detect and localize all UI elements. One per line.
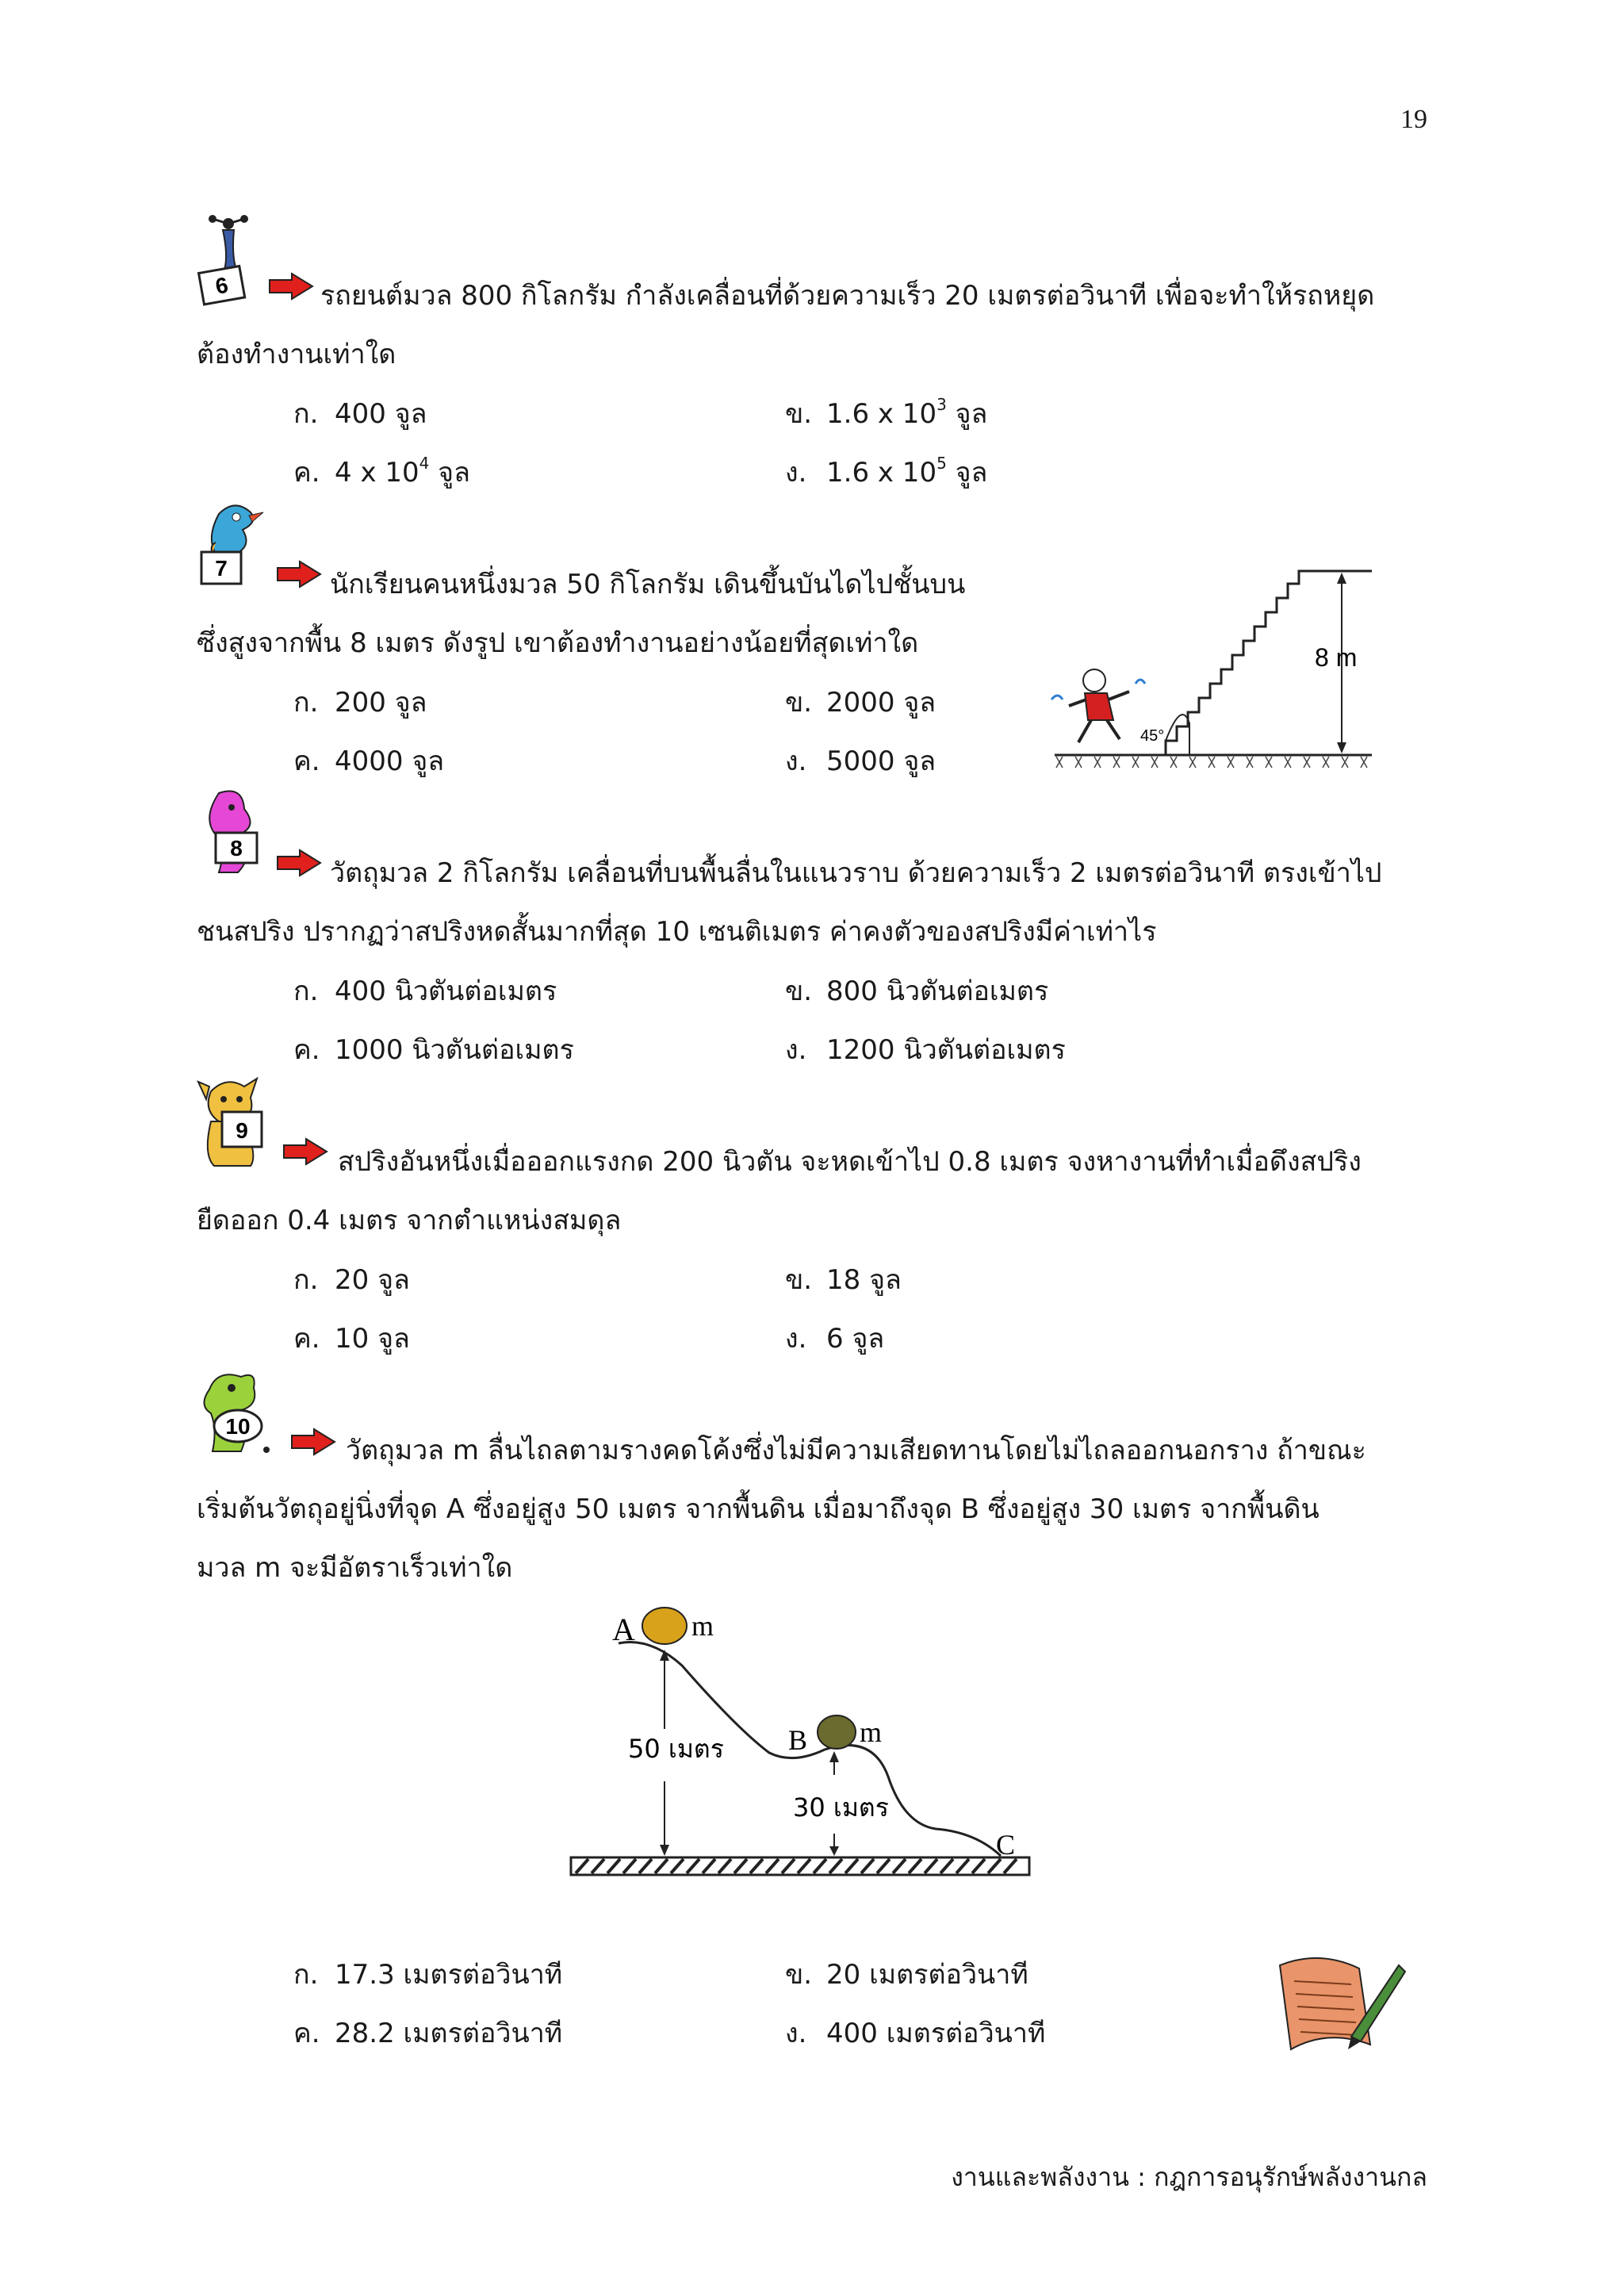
q6-choice-a: ก. 400 จูล — [293, 398, 427, 430]
question-number-badge: 7 — [215, 556, 228, 581]
question-9-text — [197, 1133, 1427, 1250]
q9-choice-c: ค. 10 จูล — [293, 1323, 410, 1355]
mass-label-b: m — [860, 1716, 883, 1748]
q9-choice-d: ง. 6 จูล — [785, 1323, 885, 1355]
q10-choice-d: ง. 400 เมตรต่อวินาที — [785, 2018, 1046, 2049]
q7-choice-a: ก. 200 จูล — [293, 687, 427, 719]
q8-choice-b: ข. 800 นิวตันต่อเมตร — [785, 976, 1049, 1007]
page-footer: งานและพลังงาน : กฎการอนุรักษ์พลังงานกล — [951, 2162, 1427, 2192]
question-6-line2: ต้องทำงานเท่าใด — [197, 339, 396, 370]
page-number: 19 — [1400, 105, 1427, 134]
question-9-line2: ยืดออก 0.4 เมตร จากตำแหน่งสมดุล — [197, 1205, 622, 1236]
question-10-text — [197, 1421, 1427, 1597]
question-8-text — [197, 844, 1427, 961]
staircase-figure — [1047, 565, 1380, 787]
height-b-label: 30 เมตร — [793, 1792, 889, 1823]
question-9-line1: สปริงอันหนึ่งเมื่อออกแรงกด 200 นิวตัน จะหดเข้าไป 0.8 เมตร จงหางานที่ทำเมื่อดึงสปริง — [338, 1146, 1362, 1178]
angle-label: 45° — [1140, 727, 1165, 745]
q10-choice-b: ข. 20 เมตรต่อวินาที — [785, 1959, 1028, 1991]
point-c-label: C — [996, 1829, 1016, 1861]
q7-choice-c: ค. 4000 จูล — [293, 746, 445, 777]
scroll-and-pen-icon — [1272, 1949, 1407, 2060]
q6-choice-c: ค. 4 x $10^4$ จูล — [293, 454, 470, 489]
q9-choice-a: ก. 20 จูล — [293, 1264, 410, 1296]
question-7-line2: ซึ่งสูงจากพื้น 8 เมตร ดังรูป เขาต้องทำงานอย่างน้อยที่สุดเท่าใด — [197, 627, 919, 659]
question-8-line1: วัตถุมวล 2 กิโลกรัม เคลื่อนที่บนพื้นลื่นในแนวราบ ด้วยความเร็ว 2 เมตรต่อวินาที ตรงเข้าไป — [330, 857, 1382, 889]
runner-icon — [1051, 669, 1145, 742]
q7-choice-d: ง. 5000 จูล — [785, 746, 936, 777]
q8-choice-c: ค. 1000 นิวตันต่อเมตร — [293, 1034, 574, 1066]
q7-choice-b: ข. 2000 จูล — [785, 687, 936, 719]
curved-track-figure — [555, 1594, 1047, 1895]
q10-choice-a: ก. 17.3 เมตรต่อวินาที — [293, 1959, 563, 1991]
question-number-badge: 10 — [225, 1414, 251, 1439]
height-label: 8 m — [1315, 643, 1358, 672]
question-number-badge: 9 — [236, 1118, 248, 1143]
ball-b — [818, 1715, 856, 1749]
question-8-line2: ชนสปริง ปรากฏว่าสปริงหดสั้นมากที่สุด 10 เซนติเมตร ค่าคงตัวของสปริงมีค่าเท่าไร — [197, 916, 1157, 948]
q8-choice-d: ง. 1200 นิวตันต่อเมตร — [785, 1034, 1066, 1066]
q6-choice-d: ง. 1.6 x $10^5$ จูล — [785, 454, 988, 489]
question-10-line2: เริ่มต้นวัตถุอยู่นิ่งที่จุด A ซึ่งอยู่สูง 50 เมตร จากพื้นดิน เมื่อมาถึงจุด B ซึ่งอยู่สูง 30 เมตร จากพื้นดิน — [197, 1493, 1320, 1525]
question-7-line1: นักเรียนคนหนึ่งมวล 50 กิโลกรัม เดินขึ้นบันไดไปชั้นบน — [330, 569, 966, 600]
height-a-label: 50 เมตร — [628, 1734, 724, 1764]
point-a-label: A — [612, 1612, 635, 1647]
q8-choice-a: ก. 400 นิวตันต่อเมตร — [293, 976, 557, 1007]
mass-label-a: m — [691, 1610, 714, 1642]
question-10-line1: วัตถุมวล m ลื่นไถลตามรางคดโค้งซึ่งไม่มีความเสียดทานโดยไม่ไถลออกนอกราง ถ้าขณะ — [346, 1435, 1366, 1466]
q9-choice-b: ข. 18 จูล — [785, 1264, 902, 1296]
q10-choice-c: ค. 28.2 เมตรต่อวินาที — [293, 2018, 563, 2049]
point-b-label: B — [788, 1724, 808, 1756]
question-number-badge: 8 — [230, 836, 243, 861]
question-6-text — [197, 266, 1427, 384]
question-number-badge: 6 — [213, 272, 231, 299]
ball-a — [642, 1608, 687, 1644]
question-10-line3: มวล m จะมีอัตราเร็วเท่าใด — [197, 1552, 513, 1584]
question-6-line1: รถยนต์มวล 800 กิโลกรัม กำลังเคลื่อนที่ด้วยความเร็ว 20 เมตรต่อวินาที เพื่อจะทำให้รถหยุด — [320, 280, 1375, 312]
q6-choice-b: ข. 1.6 x $10^3$ จูล — [785, 395, 988, 430]
